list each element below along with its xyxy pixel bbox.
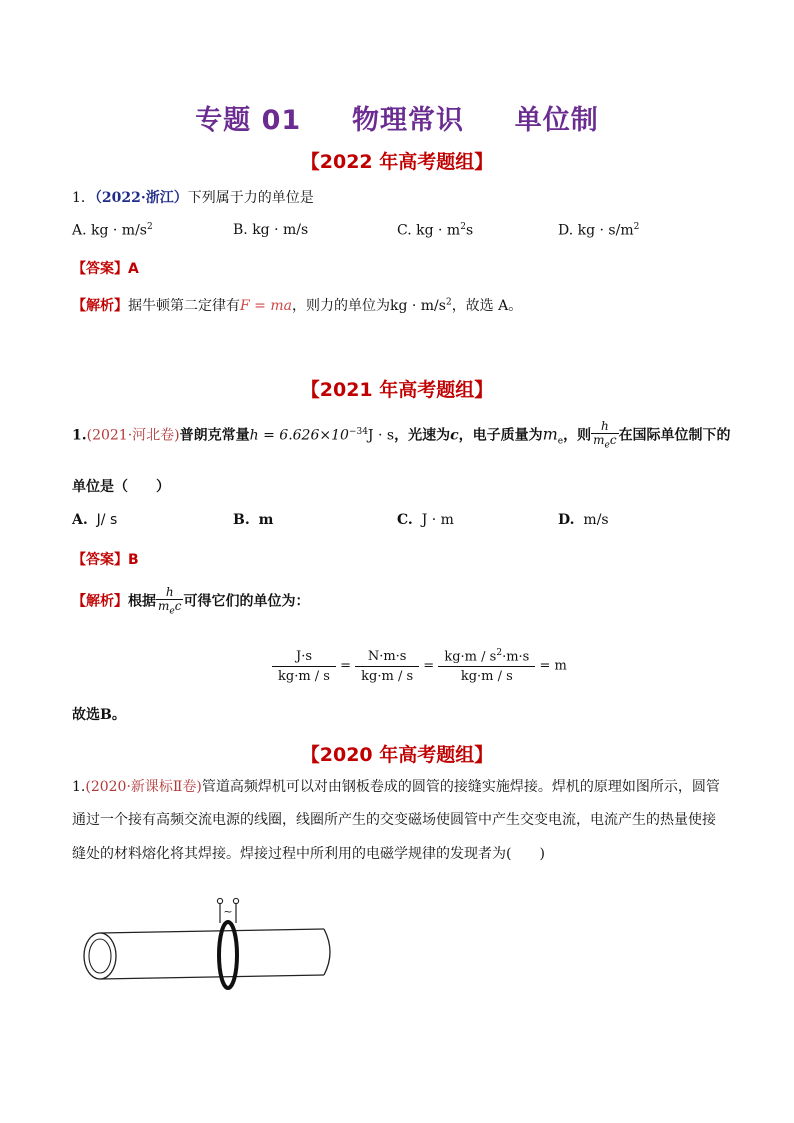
section-header-2022: 【2022 年高考题组】 bbox=[300, 151, 494, 173]
question-2020-line2: 通过一个接有高频交流电源的线圈，线圈所产生的交变磁场使圆管中产生交变电流，电流产生的热量使接 bbox=[72, 812, 716, 828]
question-number: 1． bbox=[72, 190, 95, 206]
option-c: C. kg · $m^2s$ bbox=[397, 222, 474, 239]
option-d: D. kg · $s/m^2$ bbox=[558, 222, 640, 239]
section-header-2021: 【2021 年高考题组】 bbox=[300, 379, 494, 401]
option-a: A. kg · $m/s^2$ bbox=[72, 222, 153, 239]
page-title bbox=[0, 98, 794, 137]
conclusion-2021: 故选B。 bbox=[72, 707, 126, 723]
answer-2021: 【答案】B bbox=[72, 552, 139, 568]
question-2022-stem bbox=[72, 187, 314, 207]
pipe-body bbox=[100, 929, 324, 979]
answer-2022: 【答案】A bbox=[72, 261, 139, 277]
title-topic-name: 物理常识 bbox=[351, 105, 464, 136]
question-2021-stem-line2: 单位是（ ） bbox=[72, 479, 170, 495]
unit-derivation-equation: $\frac{J\cdot s}{kg\cdot m / s}$ = $\frac{N\cdot m\cdot s}{kg\cdot m / s}$ = $\frac{kg\cdot m / s^2\cdot m\cdot s}{kg\cdot m / s}$ = m bbox=[272, 648, 567, 684]
question-text: 下列属于力的单位是 bbox=[187, 190, 314, 206]
option-c: C. J · m bbox=[397, 512, 454, 528]
terminal-right bbox=[233, 898, 238, 903]
pipe-right-end bbox=[324, 929, 330, 975]
ac-source-symbol: ~ bbox=[223, 905, 233, 918]
option-b: B. kg · m/s bbox=[233, 222, 309, 238]
pipe-left-end-inner bbox=[89, 939, 111, 973]
option-b: B. m bbox=[233, 512, 274, 528]
option-d: D. m/s bbox=[558, 512, 609, 528]
terminal-left bbox=[217, 898, 222, 903]
title-topic-number: 专题 01 bbox=[195, 105, 302, 136]
fraction-h-over-mec: $\frac{h}{m_ec}$ bbox=[158, 585, 182, 617]
title-subtopic: 单位制 bbox=[514, 105, 599, 136]
pipe-coil-figure bbox=[76, 893, 346, 998]
section-header-2020: 【2020 年高考题组】 bbox=[300, 744, 494, 766]
question-2021-stem: 1.(2021·河北卷)普朗克常量$h = 6.626\times 10^{-34}J \cdot s$，光速为c，电子质量为$m_e$，则 $\frac{h}{m_ec}$ 在国际单位制下的 bbox=[72, 419, 731, 451]
question-2020-line1: 1.(2020·新课标Ⅱ卷)管道高频焊机可以对由钢板卷成的圆管的接缝实施焊接。焊机的原理如图所示，圆管 bbox=[72, 779, 720, 795]
option-a: A. J/ s bbox=[72, 512, 118, 528]
analysis-2021: 【解析】根据 $\frac{h}{m_ec}$ 可得它们的单位为： bbox=[72, 585, 310, 617]
question-source: （2022·浙江） bbox=[94, 190, 188, 206]
analysis-2022: 【解析】据牛顿第二定律有F = ma，则力的单位为kg · $m/s^2$，故选 A。 bbox=[72, 297, 523, 314]
question-2020-line3: 缝处的材料熔化将其焊接。焊接过程中所利用的电磁学规律的发现者为( ) bbox=[72, 846, 545, 862]
fraction-h-over-mec: $\frac{h}{m_ec}$ bbox=[593, 419, 617, 451]
